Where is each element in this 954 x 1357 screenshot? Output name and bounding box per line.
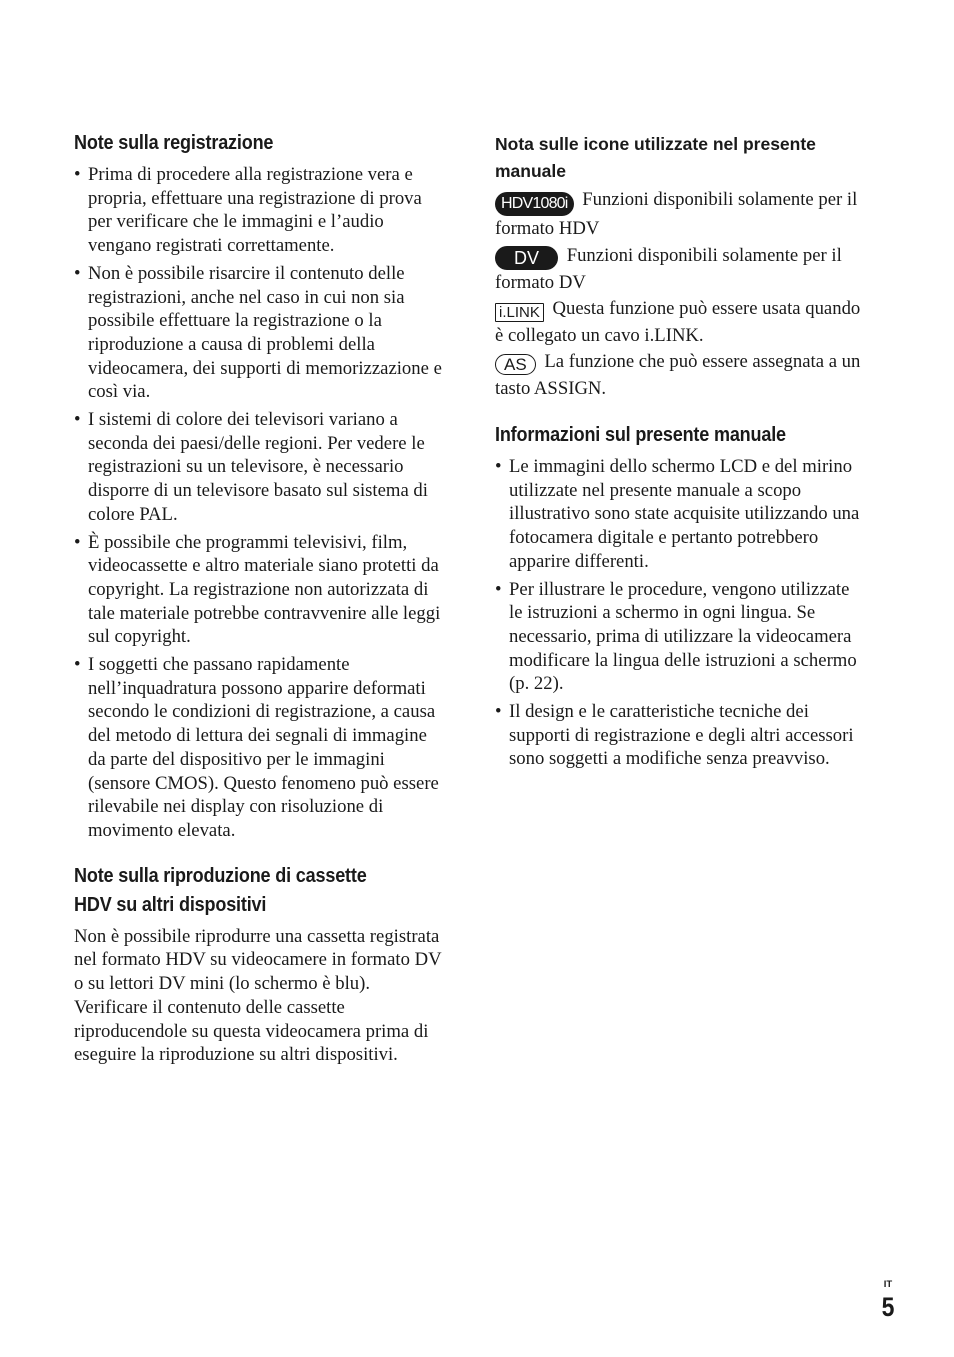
icon-entry-dv (495, 243, 867, 297)
registrazione-list (74, 163, 442, 843)
language-code: IT (883, 1279, 893, 1290)
icon-entry-as (495, 349, 867, 402)
page-number: 5 (881, 1292, 895, 1322)
list-item: • Per illustrare le procedure, vengono utilizzate le istruzioni a schermo in ogni lingua. Se necessario, prima di utilizzare la videocamera modificare la lingua delle istruzioni a schermo (p. 22). (495, 578, 867, 697)
section-heading-riproduzione-line1: Note sulla riproduzione di cassette (74, 863, 367, 887)
riproduzione-section (74, 861, 442, 1067)
ilink-icon: i.LINK (495, 303, 544, 322)
page-number-block (878, 1280, 898, 1320)
right-column (495, 128, 867, 775)
section-heading-note-registrazione: Note sulla registrazione (74, 131, 274, 154)
section-heading-icone: Nota sulle icone utilizzate nel presente manuale (495, 134, 816, 181)
hdv1080i-icon: HDV1080i (495, 192, 574, 216)
left-column (74, 128, 442, 1067)
section-heading-informazioni: Informazioni sul presente manuale (495, 423, 786, 446)
list-item: • Prima di procedere alla registrazione vera e propria, effettuare una registrazione di prova per verificare che le immagini e l’audio vengano registrati correttamente. (74, 163, 442, 258)
assign-icon: AS (495, 354, 536, 375)
section-heading-riproduzione-line2: HDV su altri dispositivi (74, 892, 267, 916)
list-item: • Il design e le caratteristiche tecniche dei supporti di registrazione e degli altri accessori sono soggetti a modifiche senza preavviso. (495, 700, 867, 771)
icon-entry-hdv (495, 187, 867, 243)
dv-icon: DV (495, 246, 558, 270)
manuale-section (495, 420, 867, 771)
icon-entry-text: La funzione che può essere assegnata a un tasto ASSIGN. (495, 351, 861, 399)
manuale-list (495, 455, 867, 771)
paragraph: Non è possibile riprodurre una cassetta registrata nel formato HDV su videocamere in formato DV o su lettori DV mini (lo schermo è blu). (74, 925, 442, 995)
paragraph: Verificare il contenuto delle cassette riproducendole su questa videocamera prima di eseguire la riproduzione su altri dispositivi. (74, 996, 429, 1066)
list-item: • Le immagini dello schermo LCD e del mirino utilizzate nel presente manuale a scopo illustrativo sono state acquisite utilizzando una fotocamera digitale e pertanto potrebbero apparire differenti. (495, 455, 867, 574)
icon-entry-ilink (495, 296, 867, 349)
icon-entry-text: Funzioni disponibili solamente per il formato HDV (495, 189, 858, 239)
icon-entry-text: Funzioni disponibili solamente per il formato DV (495, 244, 842, 293)
list-item: • I sistemi di colore dei televisori variano a seconda dei paesi/delle regioni. Per vedere le registrazioni su un televisore, è necessario disporre di un televisore basato sul sistema di colore PAL. (74, 408, 442, 527)
icon-entry-text: Questa funzione può essere usata quando è collegato un cavo i.LINK. (495, 298, 861, 346)
list-item: • È possibile che programmi televisivi, film, videocassette e altro materiale siano protetti da copyright. La registrazione non autorizzata di tale materiale potrebbe contravvenire alle leggi sul copyright. (74, 531, 442, 650)
list-item: • Non è possibile risarcire il contenuto delle registrazioni, anche nel caso in cui non sia possibile effettuare la registrazione o la riproduzione a causa di problemi della videocamera, dei supporti di memorizzazione e così via. (74, 262, 442, 404)
list-item: • I soggetti che passano rapidamente nell’inquadratura possono apparire deformati secondo le condizioni di registrazione, a causa del metodo di lettura dei segnali di immagine da parte del dispositivo per le immagini (sensore CMOS). Questo fenomeno può essere rilevabile nei display con risoluzione di movimento elevata. (74, 653, 442, 843)
